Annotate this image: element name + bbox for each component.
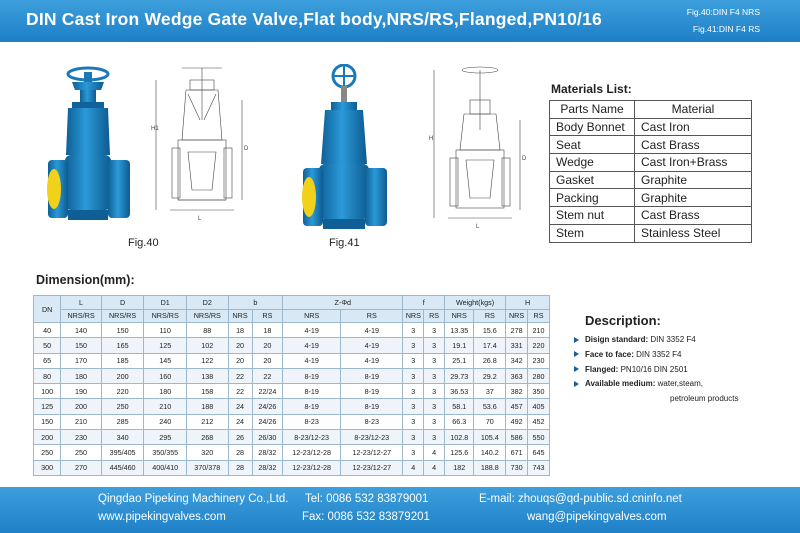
- table-cell: 3: [424, 368, 445, 383]
- list-item-continuation: petroleum products: [670, 394, 739, 404]
- table-cell: 24: [228, 414, 252, 429]
- table-cell: 150: [61, 338, 101, 353]
- table-cell: 250: [61, 445, 101, 460]
- sub-header: NRS/RS: [101, 309, 144, 323]
- table-cell: 29.2: [474, 368, 506, 383]
- table-cell: 110: [144, 323, 187, 338]
- table-cell: 180: [144, 384, 187, 399]
- table-cell: 24/26: [252, 399, 283, 414]
- table-cell: 185: [101, 353, 144, 368]
- dimension-header-row: [34, 296, 550, 310]
- table-cell: 102.8: [444, 430, 474, 445]
- table-cell: 300: [34, 460, 61, 475]
- table-cell: 18: [252, 323, 283, 338]
- table-cell: 3: [403, 445, 424, 460]
- table-cell: 280: [528, 368, 550, 383]
- table-cell: 230: [528, 353, 550, 368]
- table-cell: 8-19: [283, 399, 341, 414]
- description-title: Description:: [585, 313, 661, 328]
- fig40-technical-drawing: [142, 60, 252, 232]
- dimension-body: [34, 323, 550, 476]
- table-cell: 3: [424, 384, 445, 399]
- drawing-label-h: H: [429, 136, 434, 142]
- table-cell: 270: [61, 460, 101, 475]
- table-cell: 70: [474, 414, 506, 429]
- table-cell: 125: [34, 399, 61, 414]
- fig41-caption: Fig.41: [329, 237, 360, 249]
- part-name: Stem nut: [550, 207, 635, 225]
- table-row: [34, 353, 550, 368]
- drawing-label-l-fig41: L: [476, 224, 480, 230]
- item-label: Available medium:: [585, 379, 656, 389]
- list-item: [572, 349, 792, 364]
- table-cell: 3: [424, 353, 445, 368]
- table-cell: 26.8: [474, 353, 506, 368]
- sub-header: NRS/RS: [61, 309, 101, 323]
- table-cell: 22: [228, 384, 252, 399]
- table-cell: 105.4: [474, 430, 506, 445]
- col-f: f: [403, 296, 445, 310]
- table-cell: 3: [403, 399, 424, 414]
- table-cell: 230: [61, 430, 101, 445]
- table-cell: 295: [144, 430, 187, 445]
- table-cell: 122: [187, 353, 229, 368]
- list-item: [572, 334, 792, 349]
- table-cell: 80: [34, 368, 61, 383]
- table-cell: 240: [144, 414, 187, 429]
- table-cell: 8-19: [283, 384, 341, 399]
- table-row: [550, 154, 752, 172]
- email-link-secondary[interactable]: wang@pipekingvalves.com: [527, 511, 667, 523]
- table-cell: 24: [228, 399, 252, 414]
- dimension-subheader-row: [34, 309, 550, 323]
- sub-header: RS: [528, 309, 550, 323]
- col-d: D: [101, 296, 144, 310]
- sub-header: NRS/RS: [144, 309, 187, 323]
- table-row: [550, 136, 752, 154]
- fig40-valve-photo: [38, 60, 138, 230]
- table-cell: 188.8: [474, 460, 506, 475]
- dimension-title: Dimension(mm):: [36, 273, 135, 287]
- part-material: Cast Brass: [635, 207, 752, 225]
- table-cell: 158: [187, 384, 229, 399]
- table-cell: 250: [34, 445, 61, 460]
- table-row: [34, 399, 550, 414]
- table-cell: 22: [252, 368, 283, 383]
- fig40-note: Fig.40:DIN F4 NRS: [686, 7, 760, 17]
- sub-header: NRS: [506, 309, 528, 323]
- sub-header: NRS: [403, 309, 424, 323]
- table-cell: 29.73: [444, 368, 474, 383]
- fax: Fax: 0086 532 83879201: [302, 511, 430, 523]
- item-value: water,steam,: [657, 379, 703, 389]
- table-cell: 395/405: [101, 445, 144, 460]
- sub-header: NRS: [283, 309, 341, 323]
- table-cell: 102: [187, 338, 229, 353]
- table-cell: 66.3: [444, 414, 474, 429]
- table-cell: 671: [506, 445, 528, 460]
- col-weight: Weight(kgs): [444, 296, 505, 310]
- table-cell: 3: [403, 338, 424, 353]
- table-cell: 200: [34, 430, 61, 445]
- table-cell: 200: [101, 368, 144, 383]
- table-cell: 200: [61, 399, 101, 414]
- fig41-technical-drawing: [420, 60, 530, 235]
- table-row: [550, 189, 752, 207]
- part-name: Wedge: [550, 154, 635, 172]
- table-cell: 28/32: [252, 445, 283, 460]
- table-cell: 58.1: [444, 399, 474, 414]
- part-material: Cast Iron+Brass: [635, 154, 752, 172]
- table-cell: 125: [144, 338, 187, 353]
- table-cell: 165: [101, 338, 144, 353]
- table-cell: 150: [101, 323, 144, 338]
- table-cell: 150: [34, 414, 61, 429]
- table-cell: 145: [144, 353, 187, 368]
- table-row: [550, 171, 752, 189]
- table-cell: 220: [528, 338, 550, 353]
- table-cell: 188: [187, 399, 229, 414]
- table-cell: 285: [101, 414, 144, 429]
- materials-title: Materials List:: [551, 82, 632, 96]
- fig41-valve-photo: [297, 64, 397, 234]
- table-cell: 342: [506, 353, 528, 368]
- col-l: L: [61, 296, 101, 310]
- sub-header: RS: [341, 309, 403, 323]
- materials-header-parts: Parts Name: [550, 101, 635, 119]
- website-link[interactable]: www.pipekingvalves.com: [98, 511, 226, 523]
- col-b: b: [228, 296, 283, 310]
- table-cell: 88: [187, 323, 229, 338]
- table-row: [550, 224, 752, 242]
- table-cell: 4-19: [341, 353, 403, 368]
- table-cell: 210: [144, 399, 187, 414]
- table-cell: 4: [403, 460, 424, 475]
- sub-header: NRS: [444, 309, 474, 323]
- table-row: [34, 414, 550, 429]
- table-row: [34, 460, 550, 475]
- table-cell: 20: [228, 338, 252, 353]
- table-cell: 12-23/12-28: [283, 460, 341, 475]
- sub-header: RS: [424, 309, 445, 323]
- part-material: Graphite: [635, 171, 752, 189]
- table-cell: 3: [403, 414, 424, 429]
- list-item: [572, 378, 792, 393]
- table-cell: 36.53: [444, 384, 474, 399]
- table-cell: 457: [506, 399, 528, 414]
- table-cell: 400/410: [144, 460, 187, 475]
- email-link[interactable]: E-mail: zhouqs@qd-public.sd.cninfo.net: [479, 493, 682, 505]
- table-cell: 3: [403, 430, 424, 445]
- item-value: PN10/16 DIN 2501: [620, 364, 688, 374]
- table-cell: 17.4: [474, 338, 506, 353]
- col-z-d: Z-Φd: [283, 296, 403, 310]
- part-name: Stem: [550, 224, 635, 242]
- col-d2: D2: [187, 296, 229, 310]
- materials-table: [549, 100, 752, 243]
- drawing-label-d-fig41: D: [522, 156, 527, 162]
- table-cell: 140: [61, 323, 101, 338]
- table-cell: 8-19: [341, 399, 403, 414]
- table-cell: 3: [403, 353, 424, 368]
- table-cell: 8-23/12-23: [283, 430, 341, 445]
- table-cell: 452: [528, 414, 550, 429]
- table-cell: 40: [34, 323, 61, 338]
- table-cell: 268: [187, 430, 229, 445]
- table-cell: 4-19: [341, 338, 403, 353]
- table-cell: 8-19: [341, 384, 403, 399]
- table-cell: 320: [187, 445, 229, 460]
- header-bar: [0, 0, 800, 42]
- table-cell: 170: [61, 353, 101, 368]
- table-cell: 212: [187, 414, 229, 429]
- materials-header-row: [550, 101, 752, 119]
- table-cell: 37: [474, 384, 506, 399]
- table-cell: 100: [34, 384, 61, 399]
- col-dn: DN: [34, 296, 61, 323]
- table-cell: 180: [61, 368, 101, 383]
- table-cell: 4-19: [341, 323, 403, 338]
- table-cell: 12-23/12-28: [283, 445, 341, 460]
- part-name: Body Bonnet: [550, 118, 635, 136]
- table-cell: 370/378: [187, 460, 229, 475]
- table-row: [34, 384, 550, 399]
- table-cell: 743: [528, 460, 550, 475]
- table-cell: 13.35: [444, 323, 474, 338]
- drawing-label-d: D: [244, 146, 249, 152]
- footer-bar: [0, 487, 800, 533]
- triangle-bullet-icon: [574, 381, 579, 387]
- table-cell: 28: [228, 445, 252, 460]
- materials-header-material: Material: [635, 101, 752, 119]
- table-row: [34, 323, 550, 338]
- table-cell: 20: [252, 353, 283, 368]
- item-value: DIN 3352 F4: [636, 349, 682, 359]
- table-cell: 20: [228, 353, 252, 368]
- table-cell: 15.6: [474, 323, 506, 338]
- table-cell: 3: [424, 414, 445, 429]
- table-cell: 210: [61, 414, 101, 429]
- table-cell: 8-23: [283, 414, 341, 429]
- table-cell: 22/24: [252, 384, 283, 399]
- table-cell: 220: [101, 384, 144, 399]
- table-cell: 550: [528, 430, 550, 445]
- table-cell: 3: [403, 323, 424, 338]
- item-label: Face to face:: [585, 349, 634, 359]
- table-cell: 730: [506, 460, 528, 475]
- sub-header: NRS: [228, 309, 252, 323]
- triangle-bullet-icon: [574, 351, 579, 357]
- item-label: Disign standard:: [585, 335, 649, 344]
- table-row: [34, 445, 550, 460]
- fig41-note: Fig.41:DIN F4 RS: [692, 24, 760, 34]
- table-cell: 405: [528, 399, 550, 414]
- table-cell: 250: [101, 399, 144, 414]
- table-cell: 278: [506, 323, 528, 338]
- table-row: [34, 338, 550, 353]
- table-cell: 350/355: [144, 445, 187, 460]
- table-cell: 4-19: [283, 323, 341, 338]
- table-cell: 182: [444, 460, 474, 475]
- table-cell: 492: [506, 414, 528, 429]
- part-material: Stainless Steel: [635, 224, 752, 242]
- table-cell: 586: [506, 430, 528, 445]
- table-cell: 28/32: [252, 460, 283, 475]
- part-material: Cast Brass: [635, 136, 752, 154]
- table-cell: 8-23/12-23: [341, 430, 403, 445]
- description-list: [572, 334, 792, 408]
- table-cell: 8-19: [341, 368, 403, 383]
- col-h: H: [506, 296, 550, 310]
- part-material: Cast Iron: [635, 118, 752, 136]
- table-cell: 3: [424, 338, 445, 353]
- table-cell: 3: [424, 323, 445, 338]
- sub-header: RS: [252, 309, 283, 323]
- item-label: Flanged:: [585, 364, 619, 374]
- part-name: Packing: [550, 189, 635, 207]
- table-row: [34, 430, 550, 445]
- table-cell: 50: [34, 338, 61, 353]
- dimension-table: [33, 295, 550, 476]
- table-cell: 65: [34, 353, 61, 368]
- table-cell: 125.6: [444, 445, 474, 460]
- page-title: DIN Cast Iron Wedge Gate Valve,Flat body,NRS/RS,Flanged,PN10/16: [26, 9, 602, 29]
- triangle-bullet-icon: [574, 366, 579, 372]
- table-cell: 24/26: [252, 414, 283, 429]
- fig40-caption: Fig.40: [128, 237, 159, 249]
- table-cell: 160: [144, 368, 187, 383]
- table-cell: 22: [228, 368, 252, 383]
- table-cell: 4-19: [283, 338, 341, 353]
- table-cell: 19.1: [444, 338, 474, 353]
- table-cell: 12-23/12-27: [341, 460, 403, 475]
- table-cell: 8-19: [283, 368, 341, 383]
- table-cell: 4-19: [283, 353, 341, 368]
- table-cell: 445/460: [101, 460, 144, 475]
- table-row: [34, 368, 550, 383]
- table-cell: 331: [506, 338, 528, 353]
- table-cell: 140.2: [474, 445, 506, 460]
- table-cell: 363: [506, 368, 528, 383]
- table-cell: 210: [528, 323, 550, 338]
- telephone: Tel: 0086 532 83879001: [305, 493, 429, 505]
- table-cell: 645: [528, 445, 550, 460]
- table-cell: 4: [424, 460, 445, 475]
- sub-header: NRS/RS: [187, 309, 229, 323]
- part-name: Gasket: [550, 171, 635, 189]
- table-cell: 8-23: [341, 414, 403, 429]
- table-cell: 26: [228, 430, 252, 445]
- table-cell: 382: [506, 384, 528, 399]
- table-row: [550, 207, 752, 225]
- item-value: DIN 3352 F4: [650, 335, 696, 344]
- sub-header: RS: [474, 309, 506, 323]
- table-cell: 12-23/12-27: [341, 445, 403, 460]
- col-d1: D1: [144, 296, 187, 310]
- table-cell: 138: [187, 368, 229, 383]
- part-material: Graphite: [635, 189, 752, 207]
- table-cell: 4: [424, 445, 445, 460]
- table-cell: 340: [101, 430, 144, 445]
- table-cell: 25.1: [444, 353, 474, 368]
- drawing-label-h1: H1: [151, 126, 159, 132]
- table-cell: 190: [61, 384, 101, 399]
- table-cell: 20: [252, 338, 283, 353]
- table-cell: 3: [403, 368, 424, 383]
- part-name: Seat: [550, 136, 635, 154]
- table-cell: 350: [528, 384, 550, 399]
- table-cell: 3: [424, 399, 445, 414]
- drawing-label-l: L: [198, 216, 202, 222]
- company-name: Qingdao Pipeking Machinery Co.,Ltd.: [98, 493, 289, 505]
- table-cell: 3: [403, 384, 424, 399]
- table-cell: 3: [424, 430, 445, 445]
- table-cell: 18: [228, 323, 252, 338]
- table-cell: 28: [228, 460, 252, 475]
- table-cell: 26/30: [252, 430, 283, 445]
- table-row: [550, 118, 752, 136]
- triangle-bullet-icon: [574, 337, 579, 343]
- table-cell: 53.6: [474, 399, 506, 414]
- list-item: [572, 364, 792, 379]
